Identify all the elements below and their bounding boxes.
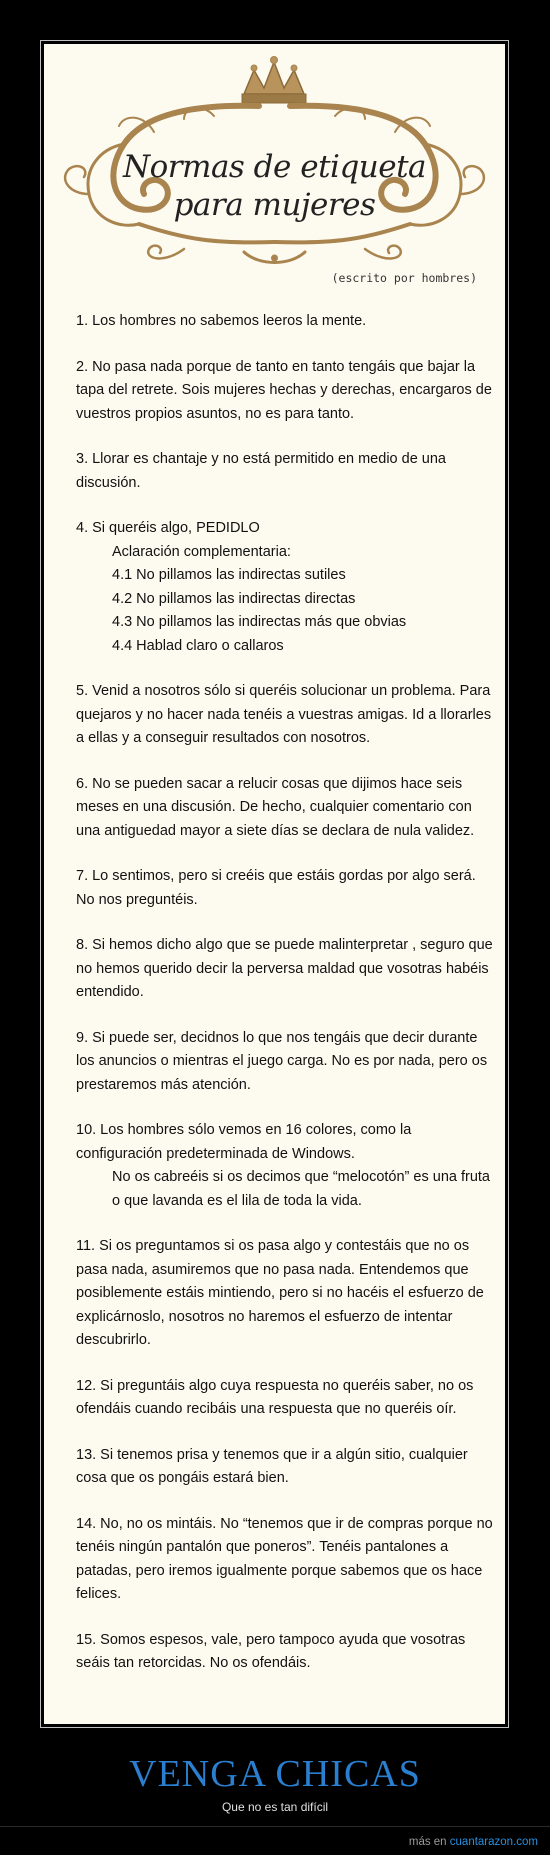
- footer-divider: [0, 1826, 550, 1827]
- footer-prefix: más en: [408, 1836, 447, 1848]
- title-line-1: Normas de etiqueta: [122, 149, 427, 185]
- rule-subitem: 4.3 No pillamos las indirectas más que obvias: [112, 614, 407, 630]
- rules-list: [76, 310, 496, 1676]
- rule-text: 15. Somos espesos, vale, pero tampoco ayuda que vosotras seáis tan retorcidas. No os ofendáis.: [76, 1631, 466, 1671]
- rule-item: [76, 773, 496, 844]
- rule-text: 6. No se pueden sacar a relucir cosas que dijimos hace seis meses en una discusión. De hecho, cualquier comentario con una antiguedad mayor a siete días se declara de nula validez.: [76, 775, 475, 839]
- rule-text: 1. Los hombres no sabemos leeros la mente.: [76, 313, 367, 329]
- rule-item: [76, 310, 496, 334]
- header-ornament: [44, 44, 505, 294]
- rule-subitem: No os cabreéis si os decimos que “melocotón” es una fruta o que lavanda es el lila de toda la vida.: [112, 1169, 490, 1209]
- rule-text: 8. Si hemos dicho algo que se puede malinterpretar , seguro que no hemos querido decir la perversa maldad que vosotras habéis entendido.: [76, 937, 493, 1000]
- rule-text: 12. Si preguntáis algo cuya respuesta no queréis saber, no os ofendáis cuando recibáis una respuesta que no queréis oír.: [76, 1377, 474, 1417]
- rule-text: 2. No pasa nada porque de tanto en tanto tengáis que bajar la tapa del retrete. Sois mujeres hechas y derechas, encargaros de vuestros propios asuntos, no es para tanto.: [76, 358, 492, 422]
- rule-subitem: 4.1 No pillamos las indirectas sutiles: [112, 567, 346, 583]
- rule-text: 7. Lo sentimos, pero si creéis que estáis gordas por algo será. No nos preguntéis.: [76, 868, 476, 908]
- rule-text: 9. Si puede ser, decidnos lo que nos tengáis que decir durante los anuncios o mientras el juego carga. No es por nada, pero os prestaremos más atención.: [76, 1029, 488, 1093]
- title-line-2: para mujeres: [173, 187, 376, 223]
- rule-item: [76, 1119, 496, 1213]
- rule-item: [76, 1629, 496, 1676]
- rule-text: 5. Venid a nosotros sólo si queréis solucionar un problema. Para quejaros y no hacer nada tenéis a vuestras amigas. Id a llorarles a ellas y a conseguir resultados con nosotros.: [76, 683, 492, 746]
- rule-item: [76, 448, 496, 495]
- site-link[interactable]: cuantarazon.com: [449, 1836, 538, 1848]
- caption-subtitle: Que no es tan difícil: [221, 1800, 329, 1814]
- subtitle: (escrito por hombres): [331, 271, 477, 285]
- rule-item: [76, 1444, 496, 1491]
- rule-item: [76, 1235, 496, 1353]
- footer: [409, 1836, 538, 1848]
- rule-item: [76, 1513, 496, 1607]
- rule-item: [76, 1027, 496, 1098]
- rule-item: [76, 1375, 496, 1422]
- rule-item: [76, 865, 496, 912]
- rule-subitem: 4.2 No pillamos las indirectas directas: [112, 590, 356, 607]
- rule-text: 10. Los hombres sólo vemos en 16 colores, como la configuración predeterminada de Windows.: [76, 1122, 412, 1162]
- caption-title: VENGA CHICAS: [129, 1753, 421, 1795]
- rule-subitem: Aclaración complementaria:: [112, 543, 291, 560]
- rule-text: 14. No, no os mintáis. No “tenemos que ir de compras porque no tenéis ningún pantalón que poneros”. Tenéis pantalones a patadas, pero iremos igualmente porque sabemos que os hace felices.: [76, 1515, 493, 1602]
- rule-item: [76, 517, 496, 658]
- rule-text: 11. Si os preguntamos si os pasa algo y contestáis que no os pasa nada, asumiremos que no pasa nada. Entendemos que posiblemente estáis mintiendo, pero si no hacéis el esfuerzo de explicárnoslo, nosotros no haremos el esfuerzo de intentar descubrirlo.: [76, 1238, 484, 1348]
- rule-item: [76, 934, 496, 1005]
- rule-text: 4. Si queréis algo, PEDIDLO: [76, 520, 260, 536]
- poster: [44, 44, 505, 1724]
- rule-item: [76, 680, 496, 751]
- rule-item: [76, 356, 496, 427]
- rule-text: 3. Llorar es chantaje y no está permitido en medio de una discusión.: [76, 451, 446, 491]
- rule-text: 13. Si tenemos prisa y tenemos que ir a algún sitio, cualquier cosa que os pongáis estará bien.: [76, 1446, 468, 1486]
- rule-subitem: 4.4 Hablad claro o callaros: [112, 637, 284, 654]
